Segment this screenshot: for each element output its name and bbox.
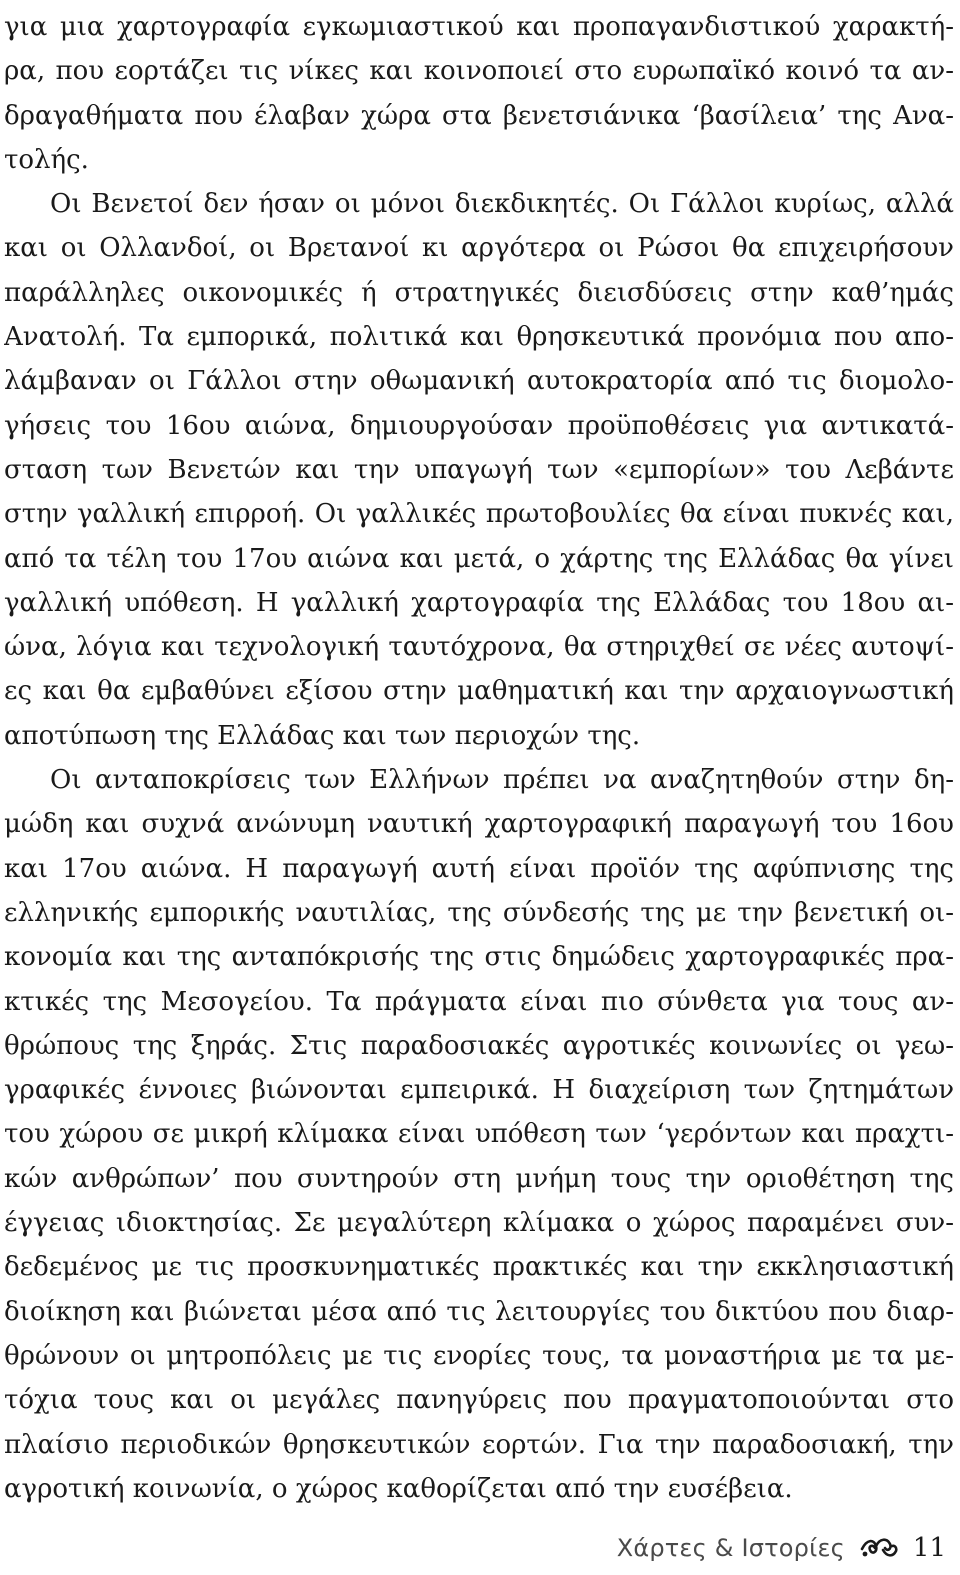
text-line: του χώρου σε μικρή κλίμακα είναι υπόθεση των ‘γερόντων και πραχτι- bbox=[4, 1119, 954, 1150]
fleuron-ornament-icon bbox=[859, 1535, 899, 1561]
text-line: λάμβαναν οι Γάλλοι στην οθωμανική αυτοκρατορία από τις διομολο- bbox=[4, 366, 954, 397]
text-line: ελληνικής εμπορικής ναυτιλίας, της σύνδεσής της με την βενετική οι- bbox=[4, 897, 954, 928]
text-line: Οι Βενετοί δεν ήσαν οι μόνοι διεκδικητές. Οι Γάλλοι κυρίως, αλλά bbox=[50, 189, 954, 220]
text-line: από τα τέλη του 17ου αιώνα και μετά, ο χάρτης της Ελλάδας θα γίνει bbox=[4, 543, 954, 574]
body-text bbox=[4, 5, 954, 1511]
text-line: παράλληλες οικονομικές ή στρατηγικές διεισδύσεις στην καθ’ημάς bbox=[4, 277, 954, 308]
text-line: Ανατολή. Τα εμπορικά, πολιτικά και θρησκευτικά προνόμια που απο- bbox=[4, 322, 954, 353]
text-line: σταση των Βενετών και την υπαγωγή των «εμπορίων» του Λεβάντε bbox=[4, 454, 954, 485]
page-number: 11 bbox=[912, 1533, 946, 1563]
text-line: θρώπους της ξηράς. Στις παραδοσιακές αγροτικές κοινωνίες οι γεω- bbox=[4, 1030, 954, 1061]
text-line: αγροτική κοινωνία, ο χώρος καθορίζεται από την ευσέβεια. bbox=[4, 1473, 793, 1504]
text-line: διοίκηση και βιώνεται μέσα από τις λειτουργίες του δικτύου που διαρ- bbox=[4, 1296, 954, 1327]
text-line: στην γαλλική επιρροή. Οι γαλλικές πρωτοβουλίες θα είναι πυκνές και, bbox=[4, 499, 954, 530]
text-line: για μια χαρτογραφία εγκωμιαστικού και προπαγανδιστικού χαρακτή- bbox=[4, 12, 954, 42]
text-line: γαλλική υπόθεση. Η γαλλική χαρτογραφία της Ελλάδας του 18ου αι- bbox=[4, 587, 954, 618]
text-line: Οι ανταποκρίσεις των Ελλήνων πρέπει να αναζητηθούν στην δη- bbox=[50, 765, 954, 796]
text-line: δραγαθήματα που έλαβαν χώρα στα βενετσιάνικα ‘βασίλεια’ της Ανα- bbox=[4, 100, 954, 131]
text-line: μώδη και συχνά ανώνυμη ναυτική χαρτογραφική παραγωγή του 16ου bbox=[4, 809, 954, 840]
text-line: αποτύπωση της Ελλάδας και των περιοχών της. bbox=[4, 720, 641, 751]
text-line: πλαίσιο περιοδικών θρησκευτικών εορτών. Για την παραδοσιακή, την bbox=[4, 1429, 954, 1460]
text-line: και 17ου αιώνα. Η παραγωγή αυτή είναι προϊόν της αφύπνισης της bbox=[4, 853, 954, 884]
text-line: θρώνουν οι μητροπόλεις με τις ενορίες τους, τα μοναστήρια με τα με- bbox=[4, 1340, 954, 1371]
text-line: τολής. bbox=[4, 144, 89, 175]
running-title: Χάρτες & Ιστορίες bbox=[616, 1534, 845, 1562]
text-line: γραφικές έννοιες βιώνονται εμπειρικά. Η διαχείριση των ζητημάτων bbox=[4, 1075, 954, 1106]
text-line: έγγειας ιδιοκτησίας. Σε μεγαλύτερη κλίμακα ο χώρος παραμένει συν- bbox=[4, 1208, 954, 1239]
text-line: ες και θα εμβαθύνει εξίσου στην μαθηματική και την αρχαιογνωστική bbox=[4, 676, 954, 707]
text-line: δεδεμένος με τις προσκυνηματικές πρακτικές και την εκκλησιαστική bbox=[4, 1252, 954, 1283]
text-line: ρα, που εορτάζει τις νίκες και κοινοποιεί στο ευρωπαϊκό κοινό τα αν- bbox=[4, 56, 954, 87]
text-line: γήσεις του 16ου αιώνα, δημιουργούσαν προϋποθέσεις για αντικατά- bbox=[4, 410, 954, 441]
text-line: κτικές της Μεσογείου. Τα πράγματα είναι πιο σύνθετα για τους αν- bbox=[4, 986, 954, 1017]
text-line: ώνα, λόγια και τεχνολογική ταυτόχρονα, θα στηριχθεί σε νέες αυτοψί- bbox=[4, 632, 954, 663]
page-footer bbox=[617, 1528, 946, 1568]
text-line: και οι Ολλανδοί, οι Βρετανοί κι αργότερα οι Ρώσοι θα επιχειρήσουν bbox=[4, 233, 954, 264]
text-line: τόχια τους και οι μεγάλες πανηγύρεις που πραγματοποιούνται στο bbox=[4, 1385, 954, 1416]
text-line: κονομία και της ανταπόκρισής της στις δημώδεις χαρτογραφικές πρα- bbox=[4, 942, 954, 973]
text-line: κών ανθρώπων’ που συντηρούν στη μνήμη τους την οριοθέτηση της bbox=[4, 1163, 954, 1194]
